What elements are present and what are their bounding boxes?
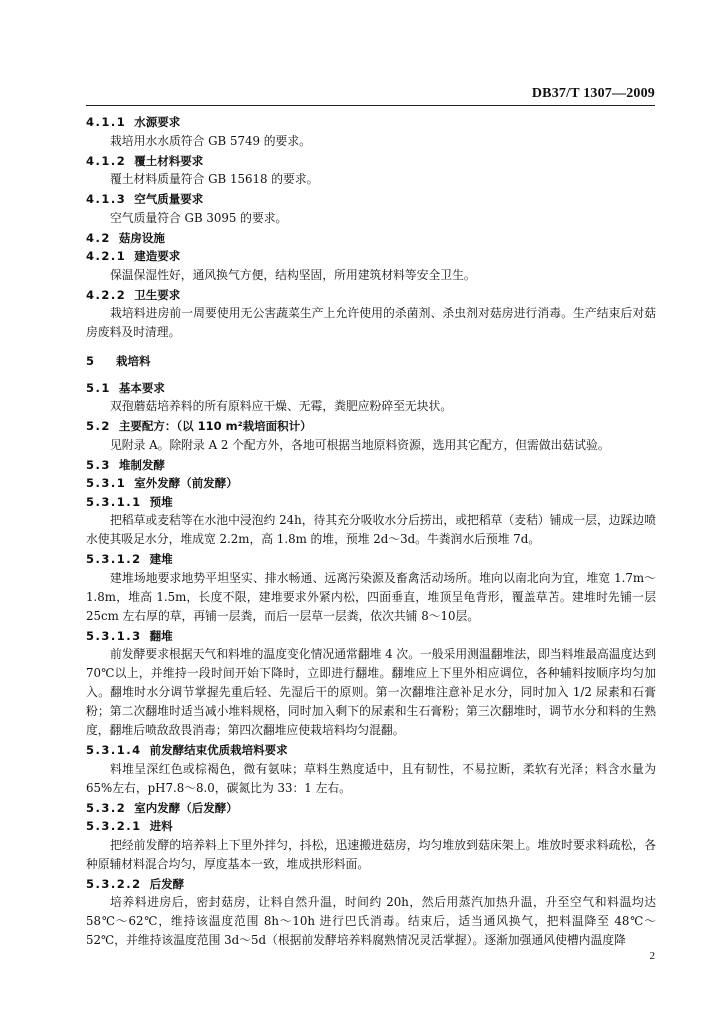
clause-title: 建堆 <box>149 552 173 566</box>
clause-number: 4.2.1 <box>86 249 127 263</box>
clause-title: 覆土材料要求 <box>134 153 204 168</box>
clause-title: 翻堆 <box>149 628 173 643</box>
clause-title: 进料 <box>149 819 173 833</box>
clause-number: 5.2 <box>86 419 111 433</box>
clause-heading <box>86 286 656 305</box>
clause-heading <box>86 379 656 398</box>
clause-heading <box>86 229 656 248</box>
clause-title: 堆制发酵 <box>118 457 165 472</box>
clause-number: 5.3.2.2 <box>86 876 142 891</box>
clause-title: 卫生要求 <box>134 287 181 302</box>
clause-title: 建造要求 <box>134 249 181 263</box>
clause-title: 后发酵 <box>149 876 185 891</box>
paragraph: 前发酵要求根据天气和料堆的温度变化情况通常翻堆 4 次。一般采用测温翻堆法，即当料堆最高温度达到 70℃以上，并维持一段时间开始下降时，立即进行翻堆。翻堆应上下里外相应调位，各种辅料按顺序均匀加入。翻堆时水分调节掌握先重后轻、先湿后干的原则。第一次翻堆注意补足水分，同时加入 1/2 尿素和石膏粉；第二次翻堆时适当减小堆料规格，同时加入剩下的尿素和生石膏粉；第三次翻堆时，调节水分和料的生熟度，翻堆后喷敌敌畏消毒；第四次翻堆应使栽培料均匀混翻。 <box>86 647 656 737</box>
standard-code: DB37/T 1307—2009 <box>531 86 655 101</box>
clause-heading <box>86 741 656 760</box>
paragraph: 覆土材料质量符合 GB 15618 的要求。 <box>110 172 319 186</box>
clause-heading <box>86 417 656 436</box>
clause-title: 主要配方：（以 110 m²栽培面积计） <box>118 419 312 433</box>
paragraph: 保温保湿性好，通风换气方便，结构坚固，所用建筑材料等安全卫生。 <box>110 267 476 282</box>
clause-number: 4.2 <box>86 230 111 245</box>
clause-heading <box>86 550 656 569</box>
clause-title: 基本要求 <box>118 380 165 395</box>
clause-heading <box>86 817 656 836</box>
paragraph: 建堆场地要求地势平坦坚实、排水畅通、远离污染源及畜禽活动场所。堆向以南北向为宜，堆宽 1.7m～1.8m，堆高 1.5m，长度不限，建堆要求外紧内松，四面垂直，堆顶呈龟背形，覆盖草苫。建堆时先铺一层 25cm 左右厚的草，再铺一层粪，而后一层草一层粪，依次共铺 8～10层。 <box>86 570 656 623</box>
clause-number: 5.3.1 <box>86 476 127 490</box>
clause-number: 5.3 <box>86 457 111 472</box>
clause-title: 菇房设施 <box>118 230 165 245</box>
clause-title: 水源要求 <box>134 115 181 129</box>
clause-number: 4.2.2 <box>86 287 127 302</box>
clause-heading <box>86 493 656 512</box>
clause-heading <box>86 190 656 209</box>
clause-number: 5.3.2 <box>86 800 127 815</box>
clause-number: 4.1.1 <box>86 115 127 129</box>
page-number: 2 <box>649 950 655 962</box>
clause-heading <box>86 456 656 475</box>
clause-title: 前发酵结束优质栽培料要求 <box>149 743 288 757</box>
clause-title: 室内发酵（后发酵） <box>134 800 238 815</box>
clause-number: 5.3.1.4 <box>86 743 142 757</box>
clause-number: 5.3.2.1 <box>86 819 142 833</box>
clause-title: 室外发酵（前发酵） <box>134 476 238 490</box>
clause-heading <box>86 152 656 171</box>
paragraph: 空气质量符合 GB 3095 的要求。 <box>110 210 288 225</box>
clause-number: 5.3.1.3 <box>86 628 142 643</box>
paragraph: 见附录 A。除附录 A 2 个配方外，各地可根据当地原料资源，选用其它配方，但需做出菇试验。 <box>110 437 610 452</box>
clause-number: 5.3.1.1 <box>86 494 142 509</box>
paragraph: 把经前发酵的培养料上下里外拌匀，抖松，迅速搬进菇房，均匀堆放到菇床架上。堆放时要求料疏松，各种原辅材料混合均匀，厚度基本一致，堆成拱形料面。 <box>86 837 656 871</box>
clause-heading <box>86 247 656 266</box>
header-rule <box>86 105 655 106</box>
paragraph: 栽培用水水质符合 GB 5749 的要求。 <box>110 133 311 148</box>
paragraph: 栽培料进房前一周要使用无公害蔬菜生产上允许使用的杀菌剂、杀虫剂对菇房进行消毒。生产结束后对菇房废料及时清理。 <box>86 306 656 339</box>
clause-number: 5.1 <box>86 380 111 395</box>
clause-title: 预堆 <box>149 494 173 509</box>
clause-title: 空气质量要求 <box>134 192 204 206</box>
clause-number: 4.1.3 <box>86 192 127 206</box>
paragraph: 双孢蘑菇培养料的所有原料应干燥、无霉，粪肥应粉碎至无块状。 <box>110 399 453 413</box>
paragraph: 把稻草或麦秸等在水池中浸泡约 24h，待其充分吸收水分后捞出，或把稻草（麦秸）铺成一层，边踩边喷水使其吸足水分，堆成宽 2.2m，高 1.8m 的堆，预堆 2d～3d。牛粪润水后预堆 7d。 <box>86 513 656 546</box>
clause-title: 栽培料 <box>116 354 151 368</box>
clause-heading <box>86 799 656 818</box>
paragraph: 培养料进房后，密封菇房，让料自然升温，时间约 20h，然后用蒸汽加热升温，升至空气和料温均达 58℃～62℃，维持该温度范围 8h～10h 进行巴氏消毒。结束后，适当通风换气，把料温降至 48℃～52℃，并维持该温度范围 3d～5d（根据前发酵培养料腐熟情况灵活掌握）。逐渐加强通风使槽内温度降 <box>86 895 656 947</box>
document-body <box>86 113 656 951</box>
section-heading <box>86 352 656 371</box>
clause-heading <box>86 627 656 646</box>
clause-heading <box>86 875 656 894</box>
paragraph: 料堆呈深红色或棕褐色，微有氨味；草料生熟度适中，且有韧性，不易拉断，柔软有光泽；料含水量为 65%左右，pH7.8～8.0，碳氮比为 33：1 左右。 <box>86 761 656 795</box>
clause-heading <box>86 474 656 493</box>
clause-number: 4.1.2 <box>86 153 127 168</box>
clause-number: 5.3.1.2 <box>86 552 142 566</box>
clause-heading <box>86 113 656 132</box>
clause-number: 5 <box>86 354 96 368</box>
